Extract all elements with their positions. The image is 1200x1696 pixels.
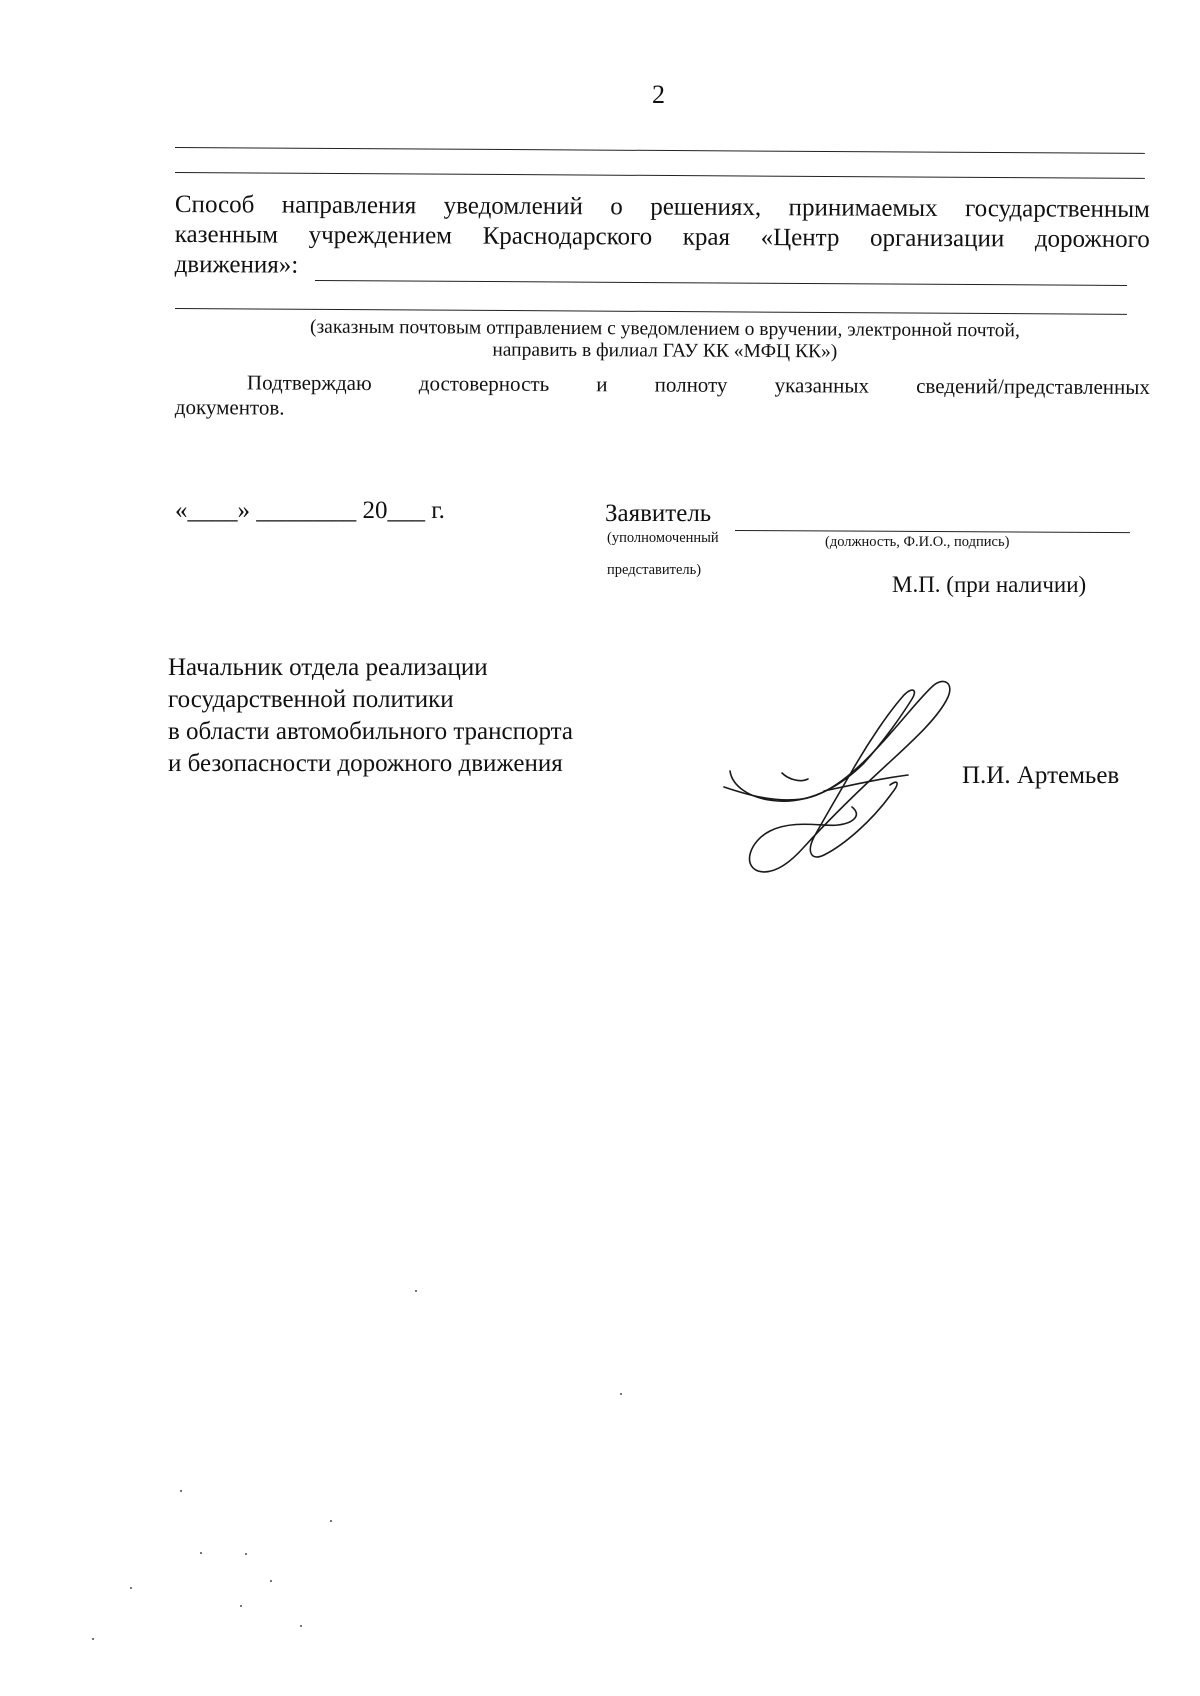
confirmation-paragraph — [175, 370, 1150, 425]
applicant-fields-caption: (должность, Ф.И.О., подпись) — [825, 534, 1010, 550]
official-title-line-4: и безопасности дорожного движения — [168, 750, 563, 777]
applicant-role-caption-1: (уполномоченный — [607, 530, 719, 546]
applicant-role-caption-2: представитель) — [607, 562, 702, 578]
scan-speck — [300, 1625, 302, 1627]
blank-line-2 — [175, 172, 1145, 179]
official-name: П.И. Артемьев — [962, 762, 1120, 789]
scan-speck — [180, 1490, 182, 1492]
seal-note: М.П. (при наличии) — [892, 572, 1087, 597]
notice-hint-line-1: (заказным почтовым отправлением с уведомлением о вручении, электронной почтой, — [309, 316, 1020, 342]
notice-hint-line-2: направить в филиал ГАУ КК «МФЦ КК») — [492, 339, 838, 363]
official-title-line-2: государственной политики — [168, 686, 454, 713]
notice-label-line-3: движения»: — [174, 250, 299, 279]
applicant-signature-line — [735, 530, 1130, 533]
scan-speck — [240, 1605, 242, 1607]
scan-speck — [270, 1580, 272, 1582]
scan-speck — [330, 1520, 332, 1522]
official-title-line-3: в области автомобильного транспорта — [168, 718, 574, 745]
scan-speck — [92, 1638, 94, 1640]
handwritten-signature — [712, 675, 962, 895]
notice-label-line-1: Способ направления уведомлений о решениях, принимаемых государственным — [174, 190, 1150, 224]
confirmation-line-2: документов. — [174, 394, 285, 420]
scan-speck — [130, 1587, 132, 1589]
official-title — [168, 652, 573, 780]
notice-label-line-2: казенным учреждением Краснодарского края «Центр организации дорожного — [174, 220, 1150, 254]
applicant-label: Заявитель — [605, 500, 712, 527]
notice-method-paragraph — [175, 190, 1150, 285]
scan-speck — [245, 1553, 247, 1555]
confirmation-line-1: Подтверждаю достоверность и полноту указанных сведений/представленных — [246, 370, 1150, 400]
blank-line-1 — [175, 147, 1145, 154]
date-field: «____» ________ 20___ г. — [175, 497, 445, 524]
notice-hint — [190, 316, 1140, 365]
official-title-line-1: Начальник отдела реализации — [168, 654, 488, 681]
scan-speck — [415, 1290, 417, 1292]
page-number: 2 — [652, 80, 665, 109]
notice-fill-line-2 — [175, 308, 1127, 315]
scan-speck — [620, 1393, 622, 1395]
scan-speck — [200, 1552, 202, 1554]
